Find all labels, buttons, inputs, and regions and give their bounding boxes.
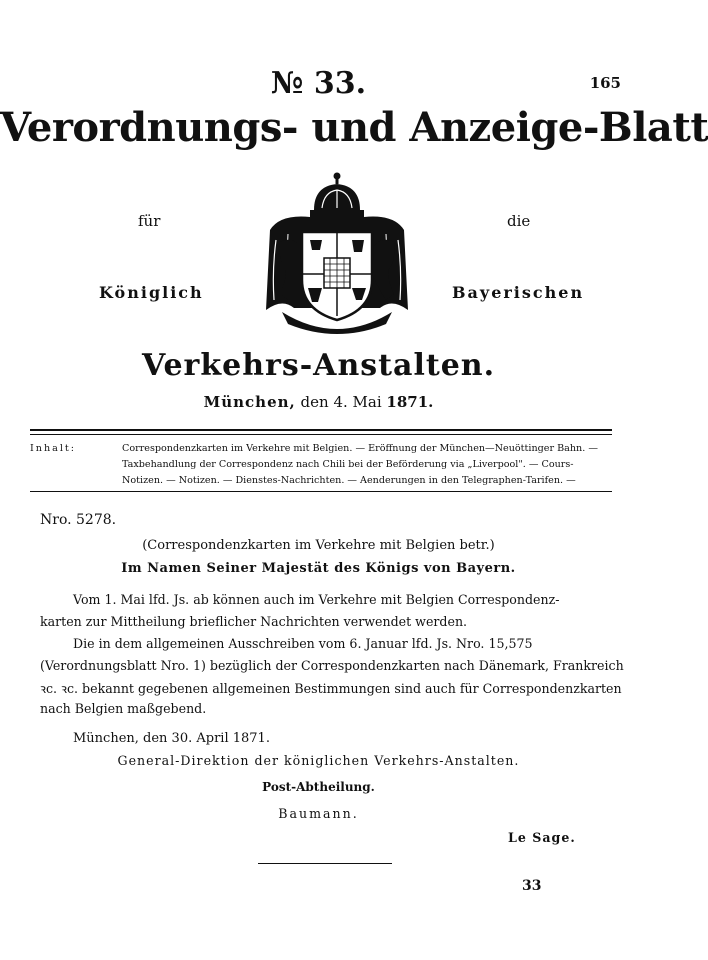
notice-issuer: General-Direktion der königlichen Verkehrs-Anstalten.: [117, 753, 520, 768]
masthead-title: Verordnungs- und Anzeige-Blatt: [0, 104, 708, 151]
toc-label: Inhalt:: [30, 443, 77, 454]
masthead-subtitle: Verkehrs-Anstalten.: [141, 348, 496, 383]
page-number: 165: [589, 74, 621, 92]
notice-body-line: nach Belgien maßgebend.: [40, 701, 207, 716]
notice-preamble: Im Namen Seiner Majestät des Königs von Bayern.: [121, 561, 516, 576]
dateline-date: den 4. Mai: [295, 393, 387, 411]
notice-place-date: München, den 30. April 1871.: [73, 731, 270, 746]
closing-rule: [258, 863, 392, 864]
header-rule-thin: [30, 434, 612, 435]
notice-body-line: Vom 1. Mai lfd. Js. ab können auch im Verkehre mit Belgien Correspondenz-: [73, 592, 560, 607]
notice-body-line: (Verordnungsblatt Nro. 1) bezüglich der Correspondenzkarten nach Dänemark, Frankreich: [40, 658, 624, 673]
notice-co-signatory: Le Sage.: [508, 830, 576, 845]
notice-subject: (Correspondenzkarten im Verkehre mit Belgien betr.): [142, 538, 495, 553]
notice-body-line: ꝛc. ꝛc. bekannt gegebenen allgemeinen Bestimmungen sind auch für Correspondenzkarten: [40, 681, 622, 696]
issue-dateline: [0, 393, 637, 411]
dateline-city: München,: [203, 393, 296, 411]
toc-line: Notizen. — Notizen. — Dienstes-Nachrichten. — Aenderungen in den Telegraphen-Tarifen. —: [122, 475, 576, 486]
masthead-word-bayerischen: Bayerischen: [452, 283, 585, 302]
notice-number: Nro. 5278.: [40, 512, 117, 528]
bavarian-coat-of-arms-icon: [262, 170, 412, 342]
sheet-number: 33: [522, 878, 542, 894]
notice-signatory: Baumann.: [278, 806, 359, 821]
toc-line: Correspondenzkarten im Verkehre mit Belgien. — Eröffnung der München—Neuöttinger Bahn. —: [122, 443, 598, 454]
header-rule-thick: [30, 429, 612, 431]
masthead-word-fuer: für: [138, 212, 161, 230]
issue-number: № 33.: [270, 66, 367, 101]
masthead-word-koeniglich: Königlich: [99, 283, 204, 302]
contents-rule: [30, 491, 612, 492]
notice-body-line: karten zur Mittheilung brieflicher Nachrichten verwendet werden.: [40, 614, 468, 629]
masthead-word-die: die: [507, 212, 531, 230]
toc-line: Taxbehandlung der Correspondenz nach Chili bei der Beförderung via „Liverpool". — Cours-: [122, 459, 574, 470]
dateline-year: 1871.: [386, 393, 434, 411]
notice-department: Post-Abtheilung.: [262, 780, 375, 794]
notice-body-line: Die in dem allgemeinen Ausschreiben vom 6. Januar lfd. Js. Nro. 15,575: [73, 636, 533, 651]
